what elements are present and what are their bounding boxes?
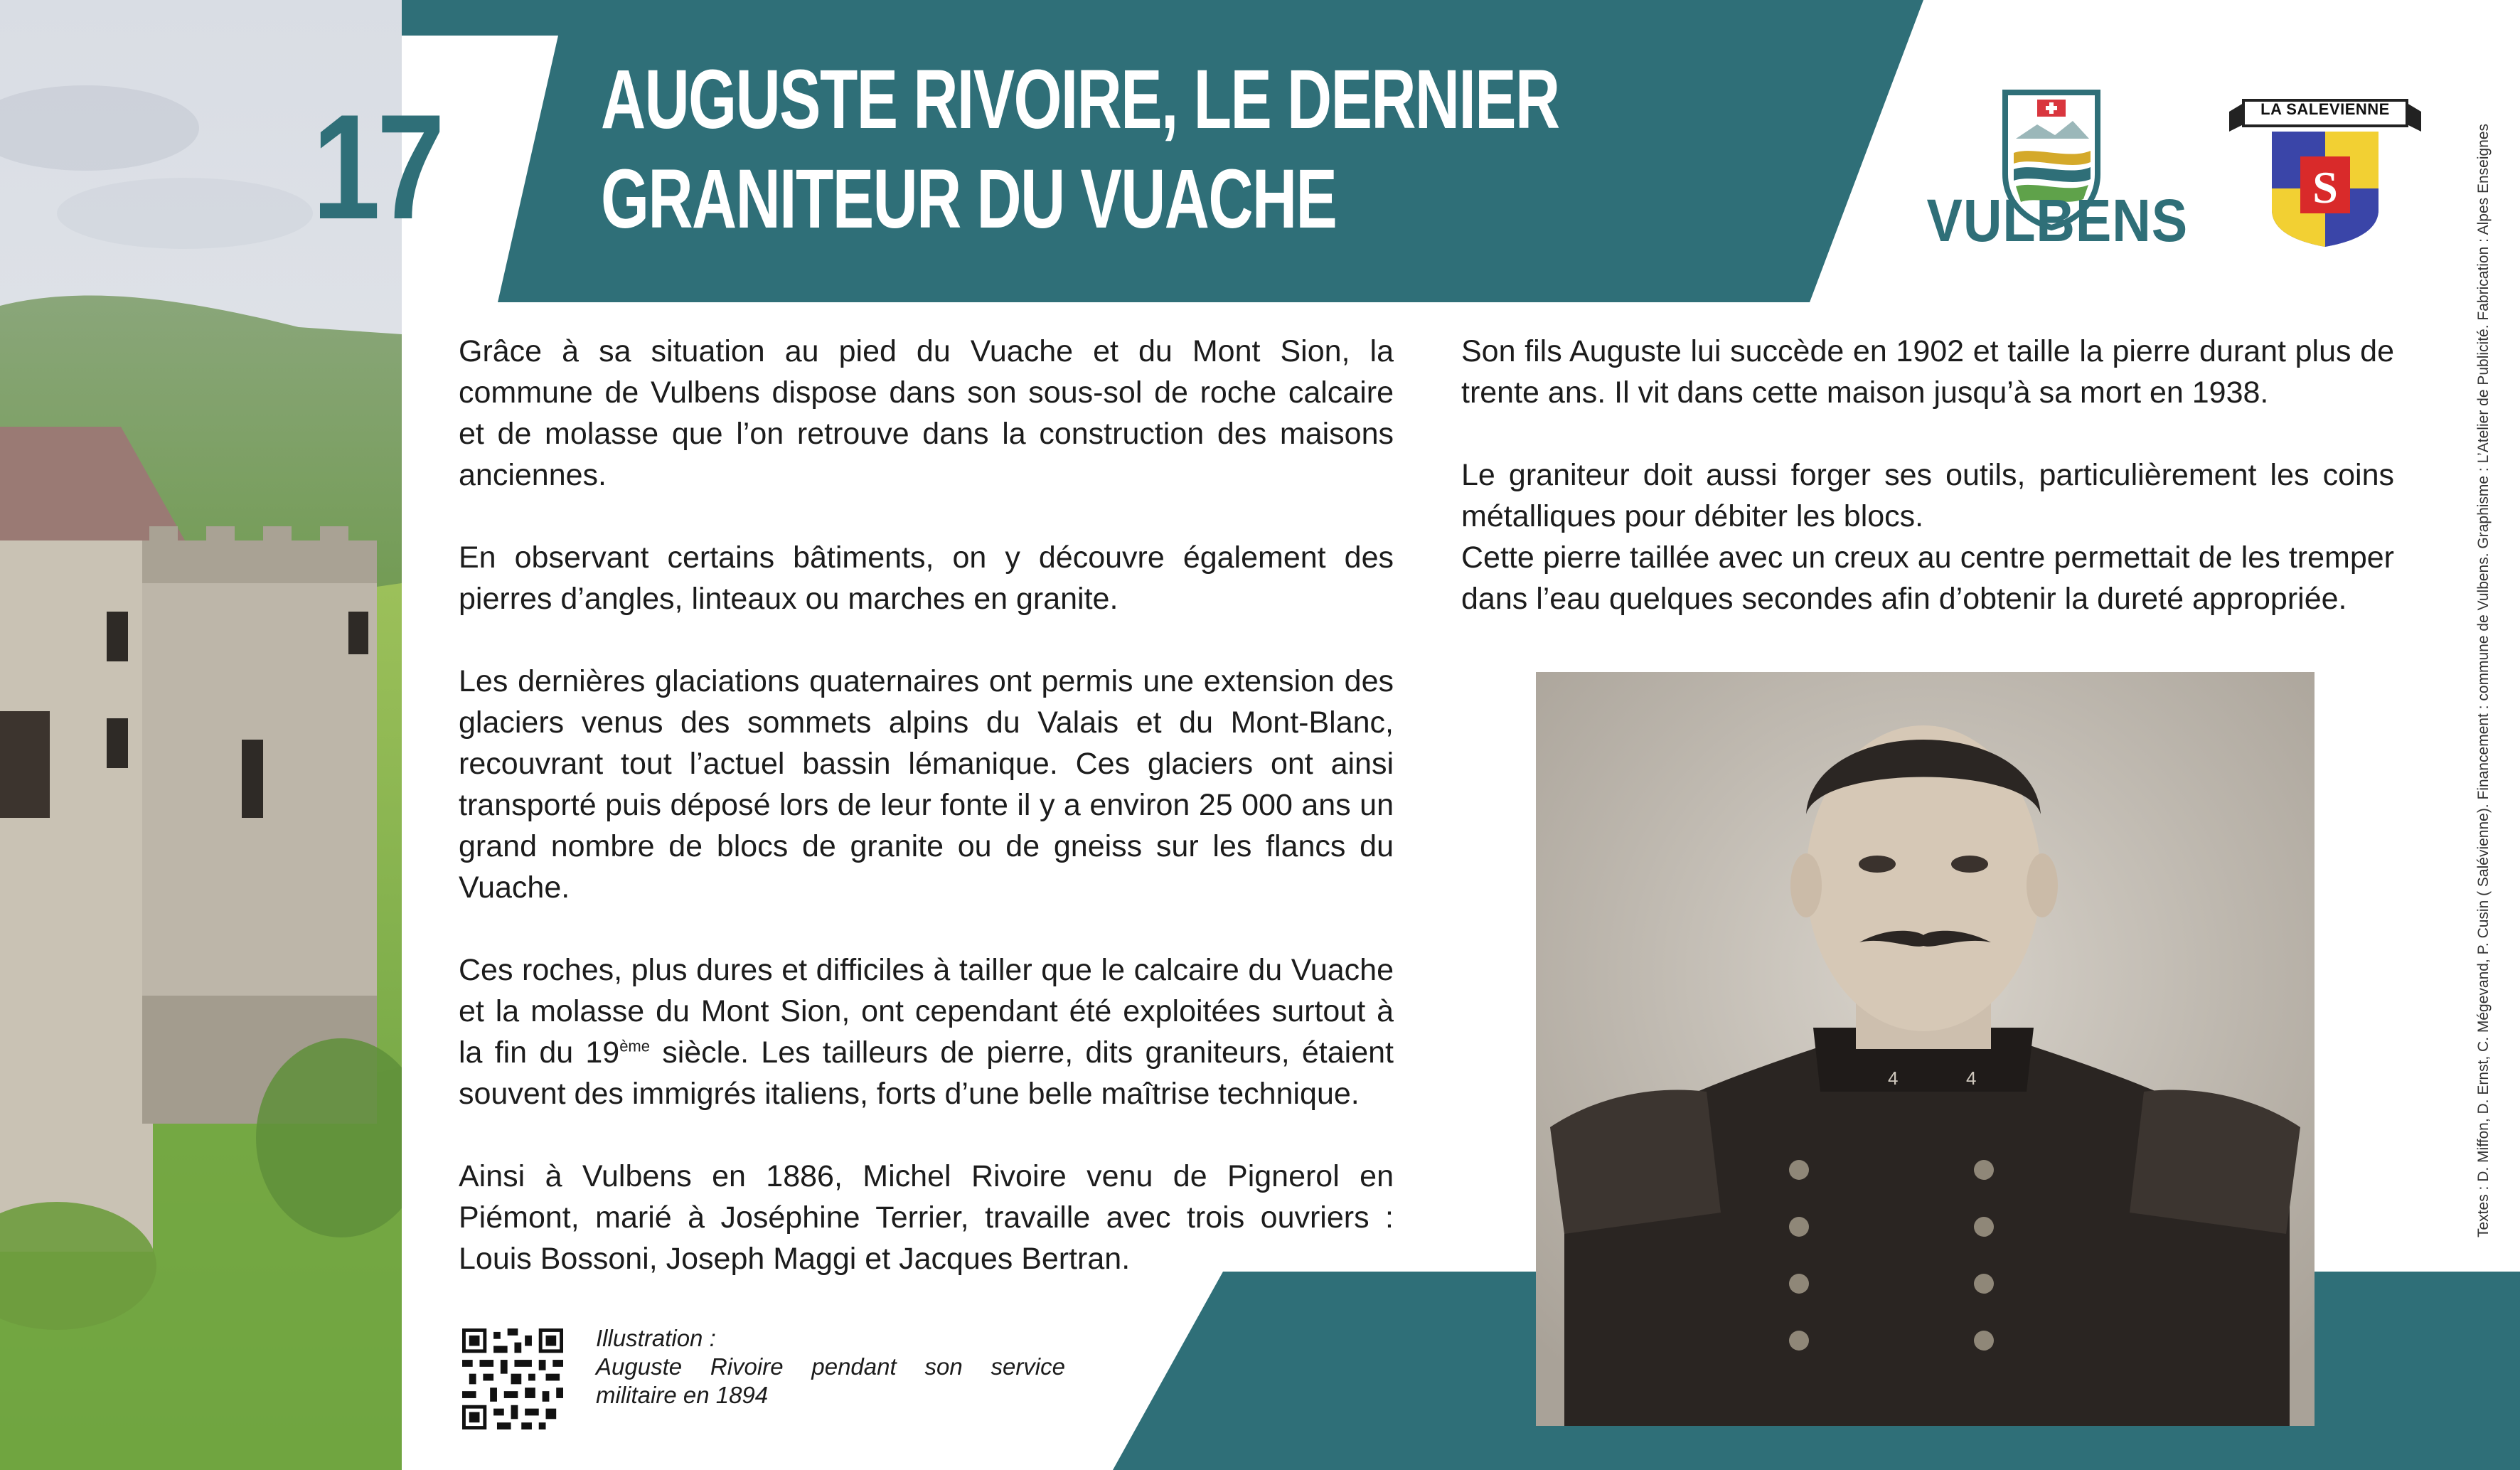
salevienne-crest-icon [2229, 96, 2421, 249]
left-text-column [459, 331, 1394, 1321]
left-paragraph-3: Les dernières glaciations quaternaires ont permis une extension des glaciers venus des sommets alpins du Valais et du Mont-Blanc, recouvrant tout l’actuel bassin lémanique. Ces glaciers ont ainsi transporté puis déposé lors de leur fonte il y a environ 25 000 ans un grand nombre de blocs de granite ou de gneiss sur les flancs du Vuache. [459, 664, 1394, 905]
title-line-2: GRANITEUR DU VUACHE [601, 152, 1337, 246]
svg-text:4: 4 [1888, 1067, 1899, 1089]
left-paragraph-1: Grâce à sa situation au pied du Vuache et du Mont Sion, la commune de Vulbens dispose dans son sous-sol de roche calcaire et de molasse que l’on retrouve dans la construction des maisons anciennes. [459, 334, 1394, 492]
left-paragraph-2: En observant certains bâtiments, on y découvre également des pierres d’angles, linteaux ou marches en granite. [459, 540, 1394, 616]
left-paragraph-4-b: siècle. Les tailleurs de pierre, dits graniteurs, étaient souvent des immigrés italiens, forts d’une belle maîtrise technique. [459, 1035, 1394, 1111]
left-paragraph-4 [459, 949, 1394, 1114]
qr-code-icon[interactable] [462, 1328, 563, 1429]
caption-line-1: Auguste Rivoire pendant son service [596, 1353, 1065, 1380]
svg-text:4: 4 [1966, 1067, 1977, 1089]
left-paragraph-5: Ainsi à Vulbens en 1886, Michel Rivoire venu de Pignerol en Piémont, marié à Joséphine Terrier, travaille avec trois ouvriers : Louis Bossoni, Joseph Maggi et Jacques Bertran. [459, 1159, 1394, 1276]
vulbens-logo-text: VULBENS [1926, 187, 2189, 254]
right-paragraph-1: Son fils Auguste lui succède en 1902 et taille la pierre durant plus de trente ans. Il vit dans cette maison jusqu’à sa mort en 1938. [1461, 334, 2394, 410]
salevienne-mark: S [2312, 162, 2338, 213]
salevienne-logo-text: LA SALEVIENNE [2260, 100, 2390, 118]
title-line-1: AUGUSTE RIVOIRE, LE DERNIER [601, 53, 1559, 147]
caption-line-2: militaire en 1894 [596, 1382, 769, 1408]
credits-text: Textes : D. Miffon, D. Ernst, C. Mégevand, P. Cusin ( Salévienne). Financement : commune de Vulbens. Graphisme : L’Atelier de Publicité. Fabrication : Alpes Enseignes [2475, 123, 2492, 1237]
panel-number: 17 [312, 83, 442, 250]
photo-caption [596, 1324, 1065, 1410]
caption-label: Illustration : [596, 1325, 716, 1351]
superscript-eme: ème [619, 1037, 650, 1055]
right-paragraph-3: Cette pierre taillée avec un creux au centre permettait de les tremper dans l’eau quelques secondes afin d’obtenir la dureté appropriée. [1461, 540, 2394, 616]
right-paragraph-2: Le graniteur doit aussi forger ses outils, particulièrement les coins métalliques pour débiter les blocs. [1461, 458, 2394, 533]
portrait-photo [1536, 672, 2315, 1426]
left-paragraph-4-a: Ces roches, plus dures et difficiles à tailler que le calcaire du Vuache et la molasse du Mont Sion, ont cependant été exploitées surtout à la fin du 19 [459, 953, 1394, 1070]
page-title [601, 50, 1559, 249]
right-text-column [1461, 331, 2394, 661]
